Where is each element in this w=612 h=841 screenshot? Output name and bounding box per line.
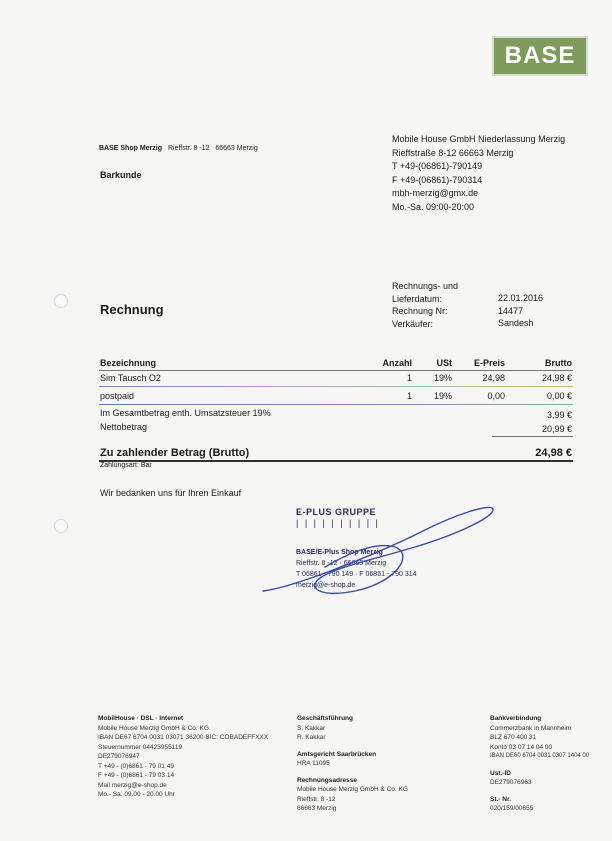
footer-tax: Steuernummer 04423955119 <box>98 743 183 751</box>
footer-title: MobilHouse · DSL · Internet <box>98 715 184 722</box>
total-label: Zu zahlender Betrag (Brutto) <box>100 447 250 459</box>
col-header-qty: Anzahl <box>382 358 412 368</box>
footer-col-3 <box>490 714 608 814</box>
stamp-name: BASE/E-Plus Shop Merzig <box>296 549 383 556</box>
signature <box>255 495 505 605</box>
footer-fax: F +49 - (0)6861 - 79 03 14 <box>98 772 175 779</box>
col-header-desc: Bezeichnung <box>100 358 157 368</box>
punch-hole-top <box>54 294 68 308</box>
page-title: Rechnung <box>100 302 164 317</box>
col-header-gross: Brutto <box>545 358 572 368</box>
net-value: 20,99 € <box>541 424 572 434</box>
vat-value: 3,99 € <box>546 410 572 420</box>
table-header-divider <box>99 370 573 371</box>
shop-address: Rieffstr. 8 -12 <box>167 145 210 152</box>
row-1-qty: 1 <box>406 373 412 383</box>
court-title: Amtsgericht Saarbrücken <box>297 750 377 758</box>
mgmt-2: R. Kakkar <box>297 734 326 741</box>
footer-phone: T +49 - (0)6861 - 79 01 49 <box>98 762 174 770</box>
seller-label: Verkäufer: <box>392 318 434 329</box>
stamp-phone: T 06861 - 790 149 · F 06861 - 790 314 <box>296 571 417 578</box>
row-2-desc: postpaid <box>100 391 135 401</box>
bank-2: BLZ 670 400 31 <box>490 734 537 741</box>
footer-mail: Mail merzig@e-shop.de <box>98 781 167 789</box>
addr-1: Mobile House Merzig GmbH & Co. KG <box>297 786 408 793</box>
stamp-brand: E-PLUS GRUPPE <box>296 507 377 517</box>
st-title: St.- Nr. <box>490 795 511 803</box>
col-header-vat: USt <box>436 358 452 368</box>
row-divider-1 <box>99 386 573 387</box>
shop-name: BASE Shop Merzig <box>99 145 163 152</box>
bank-4: IBAN DE60 6704 0031 0307 1404 00 <box>490 753 590 759</box>
row-1-gross: 24,98 € <box>541 373 572 383</box>
invoice-meta-values <box>498 292 543 330</box>
store-line-1: Mobile House GmbH Niederlassung Merzig <box>392 134 566 144</box>
invoice-date: 22.01.2016 <box>498 293 544 303</box>
bank-title: Bankverbindung <box>490 715 542 722</box>
number-label: Rechnung Nr: <box>392 306 448 316</box>
store-phone: T +49-(06861)-790149 <box>392 161 483 171</box>
stamp-address: Rieffstr. 8 -12 · 66663 Merzig <box>296 560 387 567</box>
date-label-1: Rechnungs- und <box>392 281 459 291</box>
footer-iban: IBAN DE67 6704 0031 03071 36200 BIC: COBADEFFXXX <box>98 734 269 741</box>
customer-name: Barkunde <box>100 170 142 180</box>
punch-hole-bottom <box>54 519 68 533</box>
stamp-bars: | | | | | | | | | | <box>296 518 380 528</box>
bank-1: Commerzbank in Mannheim <box>490 724 572 732</box>
vat-label: Im Gesamtbetrag enth. Umsatzsteuer 19% <box>100 408 271 418</box>
stamp-email: merzig@e-shop.de <box>296 582 356 589</box>
store-hours: Mo.-Sa. 09:00-20:00 <box>392 201 475 212</box>
sum-divider <box>492 436 573 437</box>
bank-3: Konto 03 07 14 04 00 <box>490 743 553 751</box>
addr-title: Rechnungsadresse <box>297 776 357 784</box>
payment-method: Zahlungsart: Bar <box>100 462 152 469</box>
mgmt-1: S. Kakkar <box>297 724 326 732</box>
invoice-meta-labels <box>392 280 458 330</box>
col-header-unit: E-Preis <box>473 358 505 368</box>
st-value: 020/159/00655 <box>490 805 534 812</box>
thank-you-text: Wir bedanken uns für Ihren Einkauf <box>100 488 242 498</box>
addr-3: 66663 Merzig <box>297 805 337 812</box>
store-line-2: Rieffstraße 8-12 66663 Merzig <box>392 147 514 158</box>
court-value: HRA 11095 <box>297 760 330 767</box>
row-2-qty: 1 <box>406 391 412 401</box>
store-email: mbh-merzig@gmx.de <box>392 188 479 198</box>
shop-city: 66663 Merzig <box>215 145 258 152</box>
footer-hours: Mo.- Sa. 09.00 - 20.00 Uhr <box>98 791 175 798</box>
mgmt-title: Geschäftsführung <box>297 715 353 722</box>
date-label-2: Lieferdatum: <box>392 293 443 304</box>
total-divider <box>99 460 573 462</box>
row-1-vat: 19% <box>433 373 452 383</box>
net-label: Nettobetrag <box>100 422 148 432</box>
row-2-unit: 0,00 <box>487 391 505 401</box>
ust-value: DE279076963 <box>490 779 532 786</box>
row-2-gross: 0,00 € <box>546 391 572 401</box>
row-divider-2 <box>99 404 573 405</box>
sender-line <box>99 145 258 152</box>
footer-vat-id: DE279076947 <box>98 753 140 760</box>
seller-name: Sandesh <box>498 318 534 328</box>
total-value: 24,98 € <box>535 447 572 459</box>
footer-col-2 <box>297 714 467 814</box>
addr-2: Rieffstr. 8 -12 <box>297 795 336 803</box>
store-fax: F +49-(06861)-790314 <box>392 174 483 185</box>
footer-col-1 <box>98 714 278 800</box>
ust-title: Ust.-ID <box>490 769 511 777</box>
store-info <box>392 133 565 214</box>
row-1-unit: 24,98 <box>482 373 505 383</box>
row-1-desc: Sim Tausch O2 <box>100 373 161 383</box>
base-logo: BASE <box>492 36 588 76</box>
row-2-vat: 19% <box>433 391 452 401</box>
footer-company: Mobile House Merzig GmbH & Co. KG <box>98 724 209 732</box>
invoice-number: 14477 <box>498 305 524 316</box>
